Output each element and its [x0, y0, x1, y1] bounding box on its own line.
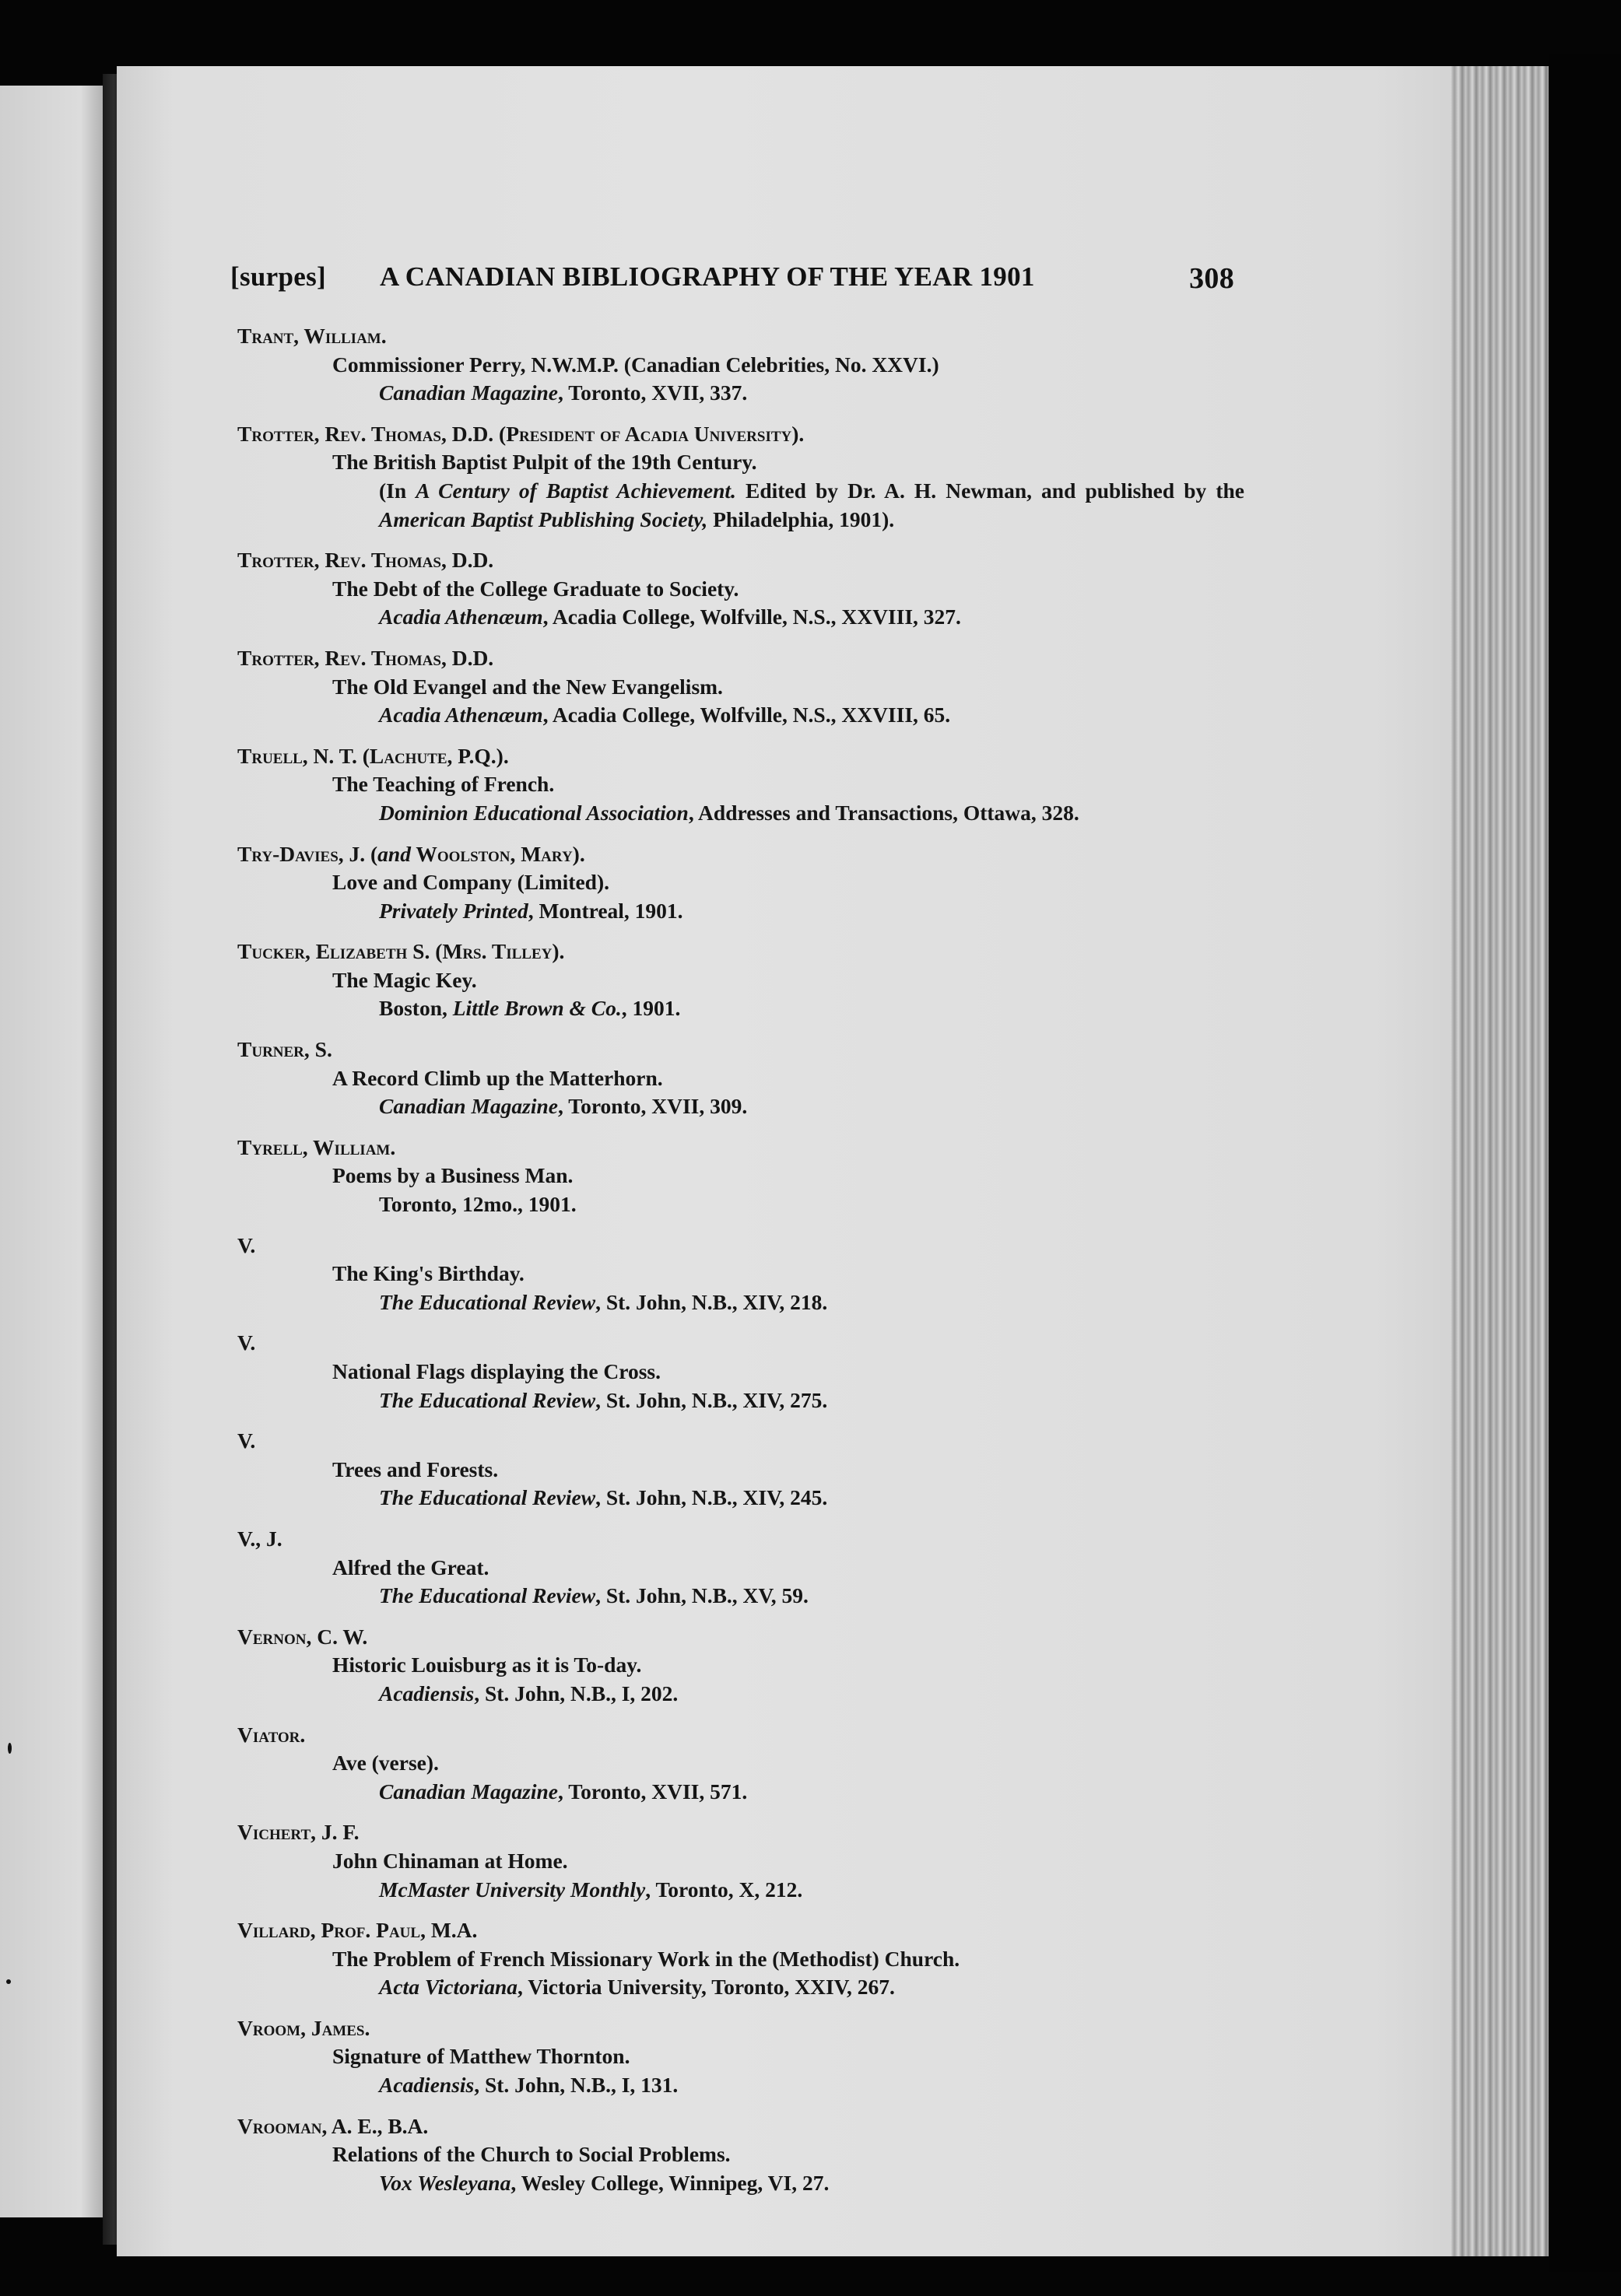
note-text: Edited by Dr. A. H. Newman, and published by the — [735, 478, 1244, 503]
author-name: Try-Davies, J. ( — [237, 841, 378, 866]
entry-author: Vernon, C. W. — [237, 1624, 368, 1649]
publication-details: , St. John, N.B., I, 131. — [474, 2073, 679, 2098]
entry-title: Alfred the Great. — [332, 1555, 489, 1579]
publication-details: , Acadia College, Wolfville, N.S., XXVIII, 327. — [542, 605, 961, 629]
publication-details: , 1901. — [621, 996, 681, 1021]
entry-author: Vrooman, A. E., B.A. — [237, 2113, 429, 2138]
entry-author: Trant, William. — [237, 324, 387, 348]
entry-source — [237, 897, 1265, 926]
publication-name: Dominion Educational Association — [379, 800, 689, 825]
entry-title: The King's Birthday. — [332, 1261, 525, 1286]
entry-title: National Flags displaying the Cross. — [332, 1359, 661, 1383]
entry — [237, 1232, 1265, 1317]
entry-author: V. — [237, 1330, 256, 1355]
entry-source — [237, 1190, 1265, 1219]
entry — [237, 1036, 1265, 1121]
running-header — [230, 261, 1234, 303]
entry-author: V. — [237, 1428, 256, 1453]
adjacent-page — [0, 86, 115, 2217]
entry-source — [237, 1288, 1265, 1317]
entry-source — [237, 2169, 1265, 2198]
entry-source — [237, 2071, 1265, 2100]
entry-author: Vroom, James. — [237, 2015, 370, 2040]
entry-author: Truell, N. T. (Lachute, P.Q.). — [237, 743, 509, 768]
publication-name: The Educational Review — [379, 1583, 596, 1608]
publication-details: , St. John, N.B., XIV, 245. — [595, 1485, 828, 1510]
publication-details: Toronto, 12mo., 1901. — [379, 1192, 577, 1217]
entry — [237, 1525, 1265, 1611]
entry-author: V., J. — [237, 1526, 282, 1551]
entry-source — [237, 994, 1265, 1023]
entry-author: Tyrell, William. — [237, 1134, 396, 1159]
running-head: [surpes] — [230, 261, 326, 292]
author-conjunction: and — [377, 841, 411, 866]
publication-name: The Educational Review — [379, 1289, 596, 1314]
entry-source — [237, 1778, 1265, 1807]
entry-author: Viator. — [237, 1722, 306, 1747]
entry — [237, 2112, 1265, 2198]
entry-author: Villard, Prof. Paul, M.A. — [237, 1918, 478, 1943]
publication-name: McMaster University Monthly — [379, 1877, 646, 1902]
margin-mark — [6, 1979, 11, 1984]
entry — [237, 742, 1265, 828]
entry-title: Signature of Matthew Thornton. — [332, 2044, 630, 2069]
entry-author: Turner, S. — [237, 1037, 332, 1062]
entry — [237, 840, 1265, 926]
publication-details: , Addresses and Transactions, Ottawa, 328. — [688, 800, 1079, 825]
entry — [237, 420, 1265, 534]
publication-name: Acadiensis — [379, 1681, 475, 1705]
page-title: A CANADIAN BIBLIOGRAPHY OF THE YEAR 1901 — [380, 261, 1035, 292]
margin-mark — [8, 1743, 12, 1754]
entry — [237, 1134, 1265, 1219]
publication-details: , St. John, N.B., XIV, 218. — [595, 1289, 828, 1314]
entry — [237, 1623, 1265, 1709]
page-border — [1549, 54, 1621, 2272]
entry — [237, 1818, 1265, 1904]
entry-note — [237, 477, 1244, 534]
entry-author: Trotter, Rev. Thomas, D.D. (President of Acadia University). — [237, 421, 805, 446]
entry-title: Trees and Forests. — [332, 1456, 499, 1481]
publication-name: Canadian Magazine — [379, 1779, 558, 1803]
entry-author: Trotter, Rev. Thomas, D.D. — [237, 645, 494, 670]
publication-name: The Educational Review — [379, 1387, 596, 1412]
entry-title: Commissioner Perry, N.W.M.P. (Canadian Celebrities, No. XXVI.) — [332, 352, 939, 377]
publication-details: , St. John, N.B., XIV, 275. — [595, 1387, 828, 1412]
publication-name: Canadian Magazine — [379, 380, 558, 405]
publication-details: , Acadia College, Wolfville, N.S., XXVIII, 65. — [542, 703, 951, 727]
entry-title: Love and Company (Limited). — [332, 870, 609, 895]
page-number: 308 — [1189, 262, 1234, 295]
entry-source — [237, 1680, 1265, 1709]
entry — [237, 938, 1265, 1023]
entry-title: A Record Climb up the Matterhorn. — [332, 1065, 663, 1090]
coauthor-name: Woolston, Mary). — [410, 841, 585, 866]
publication-details: , Montreal, 1901. — [528, 898, 683, 923]
bibliography-entries — [237, 322, 1265, 2210]
entry — [237, 2014, 1265, 2100]
publication-place: Boston, — [379, 996, 453, 1021]
book-title: A Century of Baptist Achievement. — [416, 478, 736, 503]
entry-source — [237, 603, 1265, 632]
note-text: Philadelphia, 1901). — [707, 507, 895, 531]
publication-details: , St. John, N.B., I, 202. — [474, 1681, 679, 1705]
entry-title: The Teaching of French. — [332, 772, 555, 797]
entry-source — [237, 1582, 1265, 1611]
publication-name: Vox Wesleyana — [379, 2170, 511, 2195]
entry-source — [237, 379, 1265, 408]
publication-details: , St. John, N.B., XV, 59. — [595, 1583, 809, 1608]
entry-title: Poems by a Business Man. — [332, 1163, 574, 1188]
entry-title: Historic Louisburg as it is To-day. — [332, 1653, 642, 1677]
publisher-name: Little Brown & Co. — [452, 996, 622, 1021]
entry — [237, 1721, 1265, 1807]
publication-details: , Wesley College, Winnipeg, VI, 27. — [511, 2170, 830, 2195]
entry-source — [237, 1484, 1265, 1513]
publication-details: , Toronto, XVII, 337. — [558, 380, 748, 405]
entry-author: Tucker, Elizabeth S. (Mrs. Tilley). — [237, 939, 565, 964]
entry-source — [237, 799, 1244, 828]
entry — [237, 1916, 1265, 2002]
entry-title: The Magic Key. — [332, 967, 477, 992]
entry — [237, 644, 1265, 730]
page-stack-edge — [1451, 66, 1553, 2256]
entry-author: Trotter, Rev. Thomas, D.D. — [237, 548, 494, 573]
publication-name: Canadian Magazine — [379, 1094, 558, 1119]
publication-details: , Toronto, X, 212. — [645, 1877, 803, 1902]
entry-title: The Old Evangel and the New Evangelism. — [332, 674, 723, 699]
entry-author: V. — [237, 1232, 256, 1257]
publication-name: Acadia Athenæum — [379, 703, 543, 727]
entry-source — [237, 1876, 1265, 1905]
entry — [237, 1427, 1265, 1513]
entry-author — [237, 840, 1265, 869]
entry-source — [237, 1092, 1265, 1121]
entry-title: Ave (verse). — [332, 1751, 439, 1775]
entry-source — [237, 701, 1265, 730]
entry-author: Vichert, J. F. — [237, 1820, 360, 1845]
entry — [237, 1329, 1265, 1414]
publisher-name: American Baptist Publishing Society, — [379, 507, 708, 531]
publication-details: , Victoria University, Toronto, XXIV, 267. — [518, 1975, 895, 2000]
note-text: (In — [379, 478, 416, 503]
entry-title: The Debt of the College Graduate to Society. — [332, 576, 739, 601]
entry-source — [237, 1973, 1265, 2002]
publication-name: Acadia Athenæum — [379, 605, 543, 629]
entry — [237, 546, 1265, 632]
entry-source — [237, 1386, 1265, 1415]
entry — [237, 322, 1265, 408]
entry-title: Relations of the Church to Social Problems. — [332, 2142, 731, 2167]
publication-name: Acadiensis — [379, 2073, 475, 2098]
publication-name: Acta Victoriana — [379, 1975, 518, 2000]
publication-name: The Educational Review — [379, 1485, 596, 1510]
publication-name: Privately Printed — [379, 898, 528, 923]
publication-details: , Toronto, XVII, 571. — [558, 1779, 748, 1803]
entry-title: John Chinaman at Home. — [332, 1848, 568, 1873]
entry-title: The British Baptist Pulpit of the 19th Century. — [332, 450, 757, 475]
entry-title: The Problem of French Missionary Work in the (Methodist) Church. — [332, 1946, 960, 1971]
publication-details: , Toronto, XVII, 309. — [558, 1094, 748, 1119]
